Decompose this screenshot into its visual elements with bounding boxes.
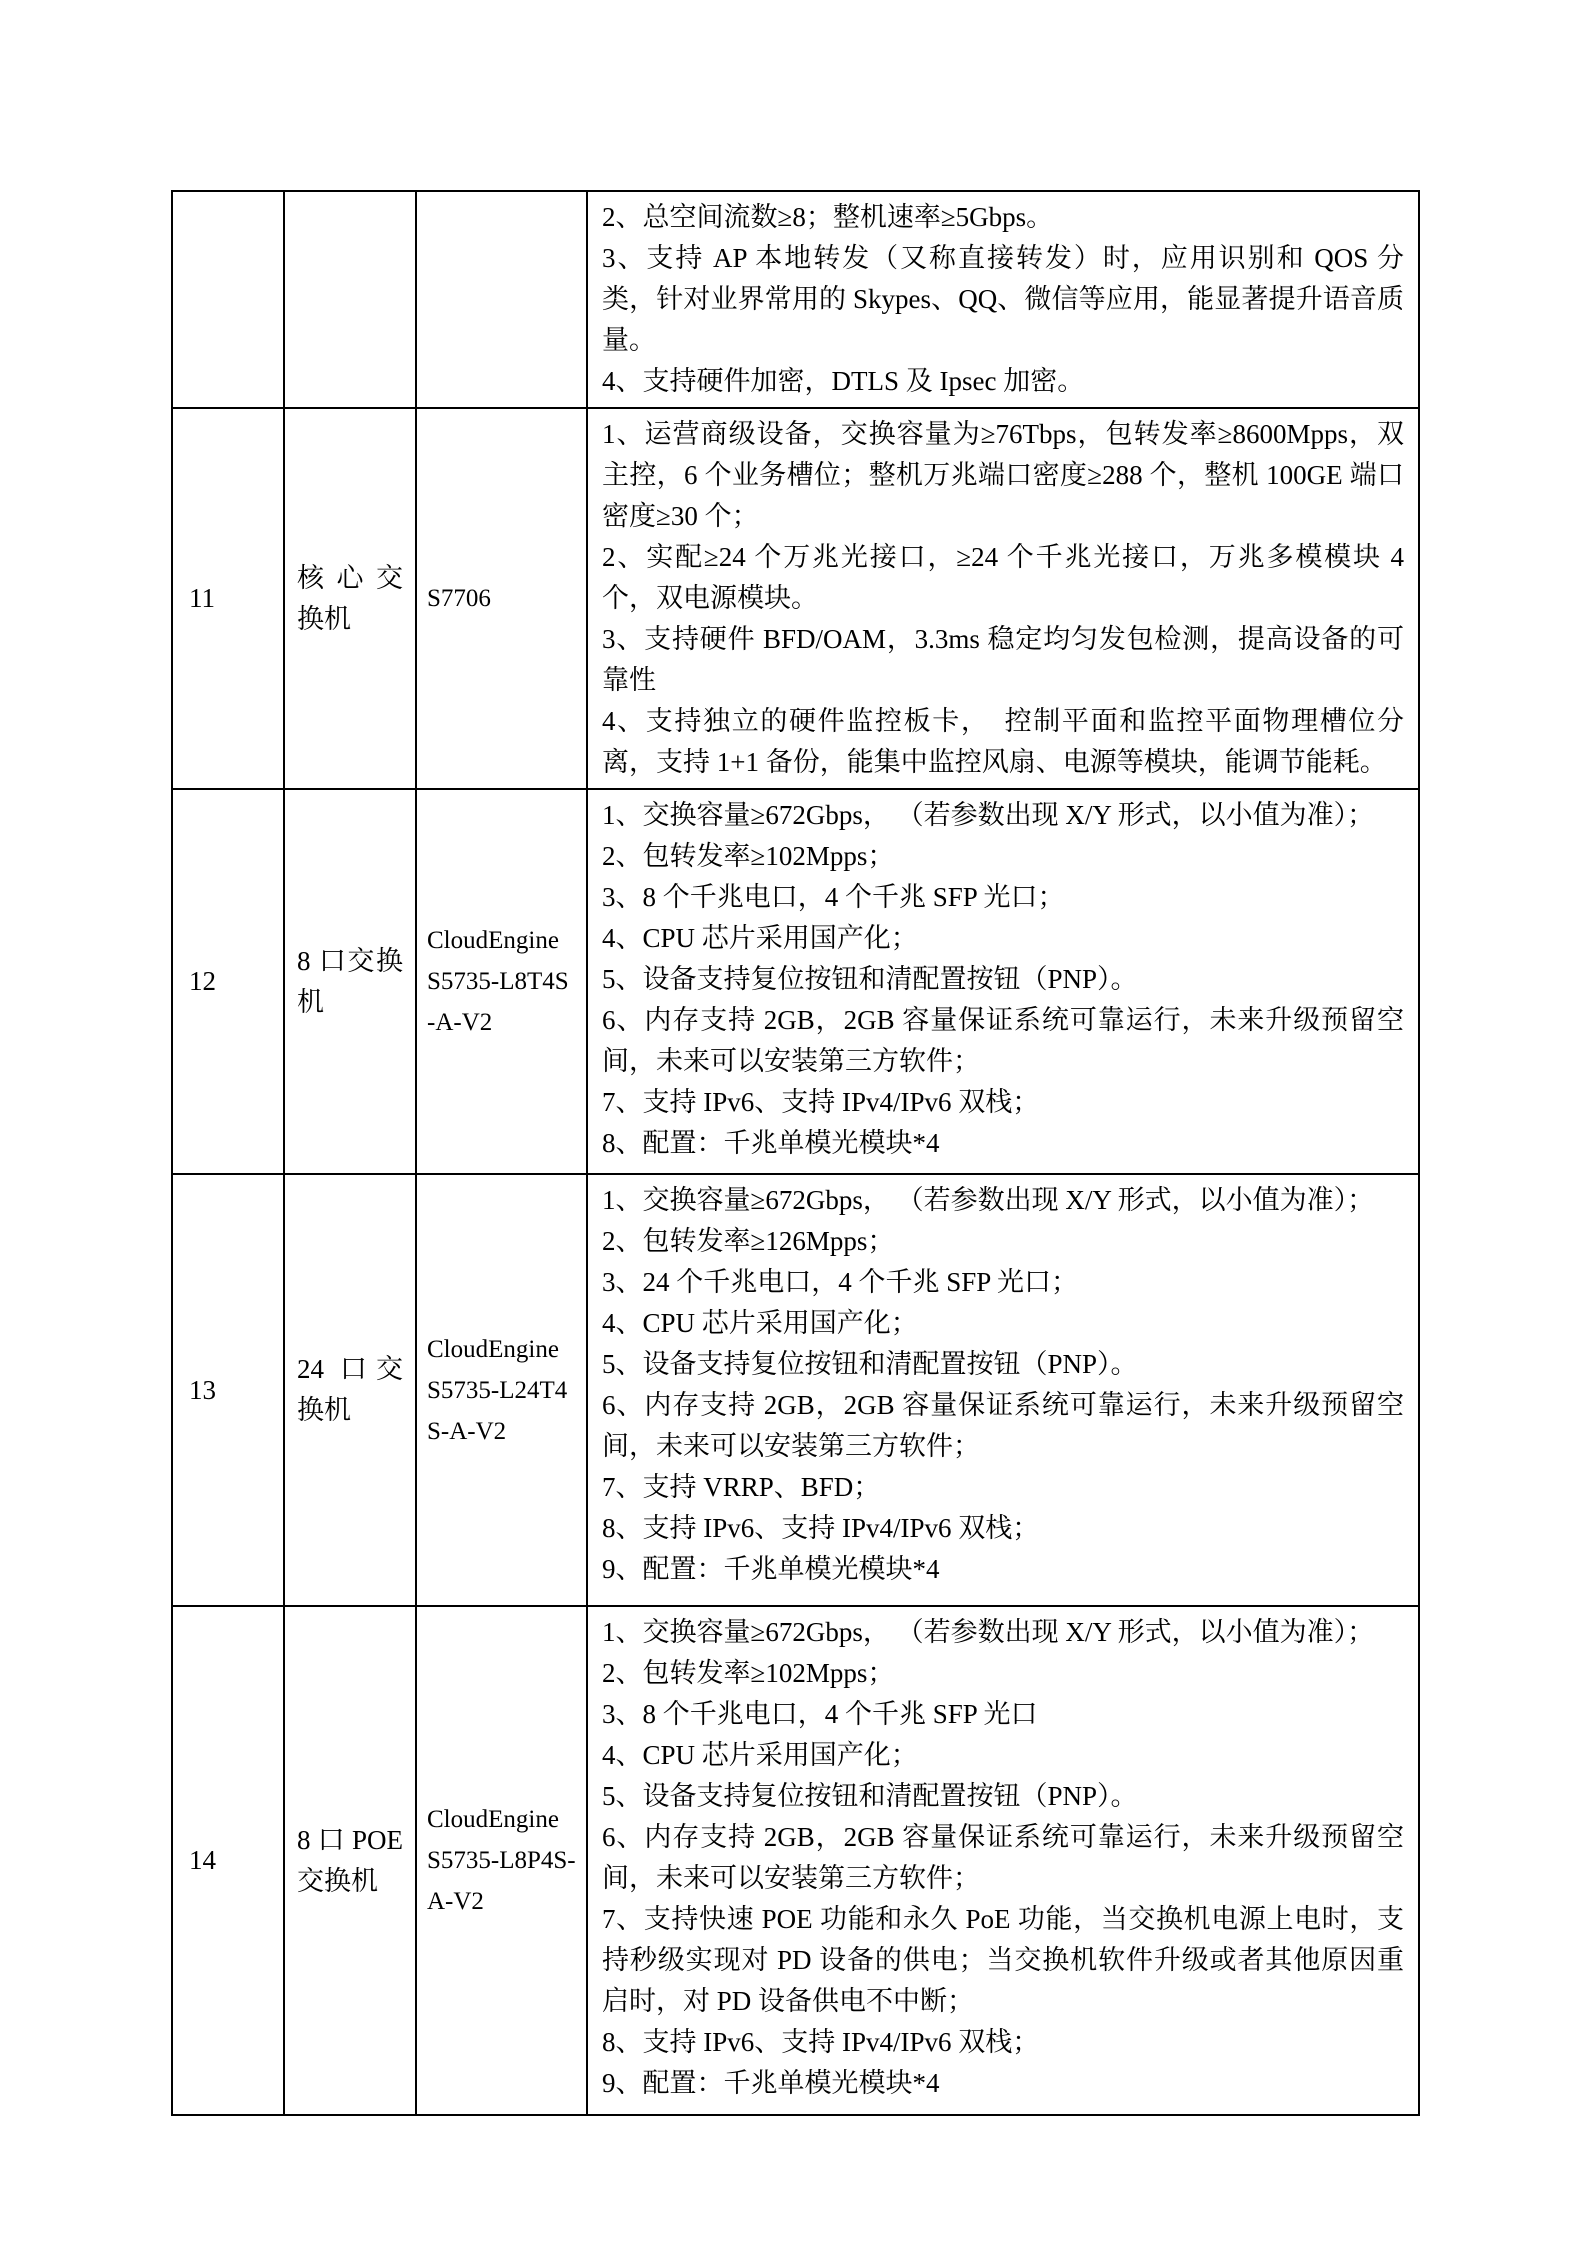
spec-line: 7、支持 IPv6、支持 IPv4/IPv6 双栈； xyxy=(602,1087,1040,1117)
specs-cell xyxy=(587,191,1419,408)
spec-line: 8、支持 IPv6、支持 IPv4/IPv6 双栈； xyxy=(602,2027,1040,2057)
spec-line: 4、CPU 芯片采用国产化； xyxy=(602,1740,918,1770)
spec-line: 4、支持硬件加密，DTLS 及 Ipsec 加密。 xyxy=(602,366,1085,396)
spec-line: 9、配置：千兆单模光模块*4 xyxy=(602,1554,940,1584)
spec-line: 1、交换容量≥672Gbps， （若参数出现 X/Y 形式，以小值为准）； xyxy=(602,1617,1375,1647)
spec-line: 1、交换容量≥672Gbps， （若参数出现 X/Y 形式，以小值为准）； xyxy=(602,800,1375,830)
table-row xyxy=(172,789,1419,1174)
spec-line: 3、24 个千兆电口，4 个千兆 SFP 光口； xyxy=(602,1267,1079,1297)
spec-line: 6、内存支持 2GB，2GB 容量保证系统可靠运行，未来升级预留空间，未来可以安装第三方软件； xyxy=(602,1390,1404,1461)
spec-line: 4、CPU 芯片采用国产化； xyxy=(602,1308,918,1338)
spec-line: 7、支持 VRRP、BFD； xyxy=(602,1472,881,1502)
spec-line: 3、8 个千兆电口，4 个千兆 SFP 光口； xyxy=(602,882,1065,912)
table-row xyxy=(172,1606,1419,2115)
spec-line: 2、实配≥24 个万兆光接口，≥24 个千兆光接口，万兆多模模块 4 个，双电源模块。 xyxy=(602,542,1404,613)
table-row xyxy=(172,191,1419,408)
spec-line: 6、内存支持 2GB，2GB 容量保证系统可靠运行，未来升级预留空间，未来可以安装第三方软件； xyxy=(602,1005,1404,1076)
spec-line: 8、配置：千兆单模光模块*4 xyxy=(602,1128,940,1158)
spec-line: 7、支持快速 POE 功能和永久 PoE 功能，当交换机电源上电时，支持秒级实现对 PD 设备的供电；当交换机软件升级或者其他原因重启时，对 PD 设备供电不中断； xyxy=(602,1904,1404,2016)
spec-line: 5、设备支持复位按钮和清配置按钮（PNP）。 xyxy=(602,1349,1138,1379)
table-row xyxy=(172,408,1419,789)
spec-line: 8、支持 IPv6、支持 IPv4/IPv6 双栈； xyxy=(602,1513,1040,1543)
device-name-cell: 8 口交换机 xyxy=(284,789,416,1174)
spec-line: 3、支持硬件 BFD/OAM，3.3ms 稳定均匀发包检测，提高设备的可靠性 xyxy=(602,624,1404,695)
spec-line: 1、运营商级设备，交换容量为≥76Tbps，包转发率≥8600Mpps，双主控，6 个业务槽位；整机万兆端口密度≥288 个，整机 100GE 端口密度≥30 个； xyxy=(602,419,1404,531)
spec-line: 5、设备支持复位按钮和清配置按钮（PNP）。 xyxy=(602,964,1138,994)
device-model-cell: CloudEngine S5735-L8P4S-A-V2 xyxy=(416,1606,587,2115)
specs-cell xyxy=(587,1606,1419,2115)
spec-table-body xyxy=(172,191,1419,2115)
device-model-cell: S7706 xyxy=(416,408,587,789)
row-number-cell: 12 xyxy=(172,789,284,1174)
spec-line: 4、支持独立的硬件监控板卡， 控制平面和监控平面物理槽位分离，支持 1+1 备份，能集中监控风扇、电源等模块，能调节能耗。 xyxy=(602,706,1404,777)
spec-line: 5、设备支持复位按钮和清配置按钮（PNP）。 xyxy=(602,1781,1138,1811)
row-number-cell: 14 xyxy=(172,1606,284,2115)
device-name-cell: 核心交换机 xyxy=(284,408,416,789)
spec-line: 2、包转发率≥126Mpps； xyxy=(602,1226,895,1256)
spec-line: 2、总空间流数≥8；整机速率≥5Gbps。 xyxy=(602,202,1054,232)
spec-line: 3、支持 AP 本地转发（又称直接转发）时，应用识别和 QOS 分类，针对业界常用的 Skypes、QQ、微信等应用，能显著提升语音质量。 xyxy=(602,243,1404,355)
specs-cell xyxy=(587,789,1419,1174)
device-name-cell: 8 口 POE 交换机 xyxy=(284,1606,416,2115)
device-name-cell xyxy=(284,191,416,408)
device-model-cell xyxy=(416,191,587,408)
device-model-cell: CloudEngine S5735-L8T4S-A-V2 xyxy=(416,789,587,1174)
spec-line: 4、CPU 芯片采用国产化； xyxy=(602,923,918,953)
spec-line: 1、交换容量≥672Gbps， （若参数出现 X/Y 形式，以小值为准）； xyxy=(602,1185,1375,1215)
device-name-cell: 24 口交换机 xyxy=(284,1174,416,1606)
specs-cell xyxy=(587,1174,1419,1606)
spec-line: 9、配置：千兆单模光模块*4 xyxy=(602,2068,940,2098)
equipment-spec-table xyxy=(171,190,1420,2116)
row-number-cell: 13 xyxy=(172,1174,284,1606)
table-row xyxy=(172,1174,1419,1606)
specs-cell xyxy=(587,408,1419,789)
spec-line: 3、8 个千兆电口，4 个千兆 SFP 光口 xyxy=(602,1699,1038,1729)
row-number-cell: 11 xyxy=(172,408,284,789)
device-model-cell: CloudEngine S5735-L24T4S-A-V2 xyxy=(416,1174,587,1606)
spec-line: 6、内存支持 2GB，2GB 容量保证系统可靠运行，未来升级预留空间，未来可以安装第三方软件； xyxy=(602,1822,1404,1893)
spec-line: 2、包转发率≥102Mpps； xyxy=(602,841,895,871)
spec-line: 2、包转发率≥102Mpps； xyxy=(602,1658,895,1688)
row-number-cell xyxy=(172,191,284,408)
